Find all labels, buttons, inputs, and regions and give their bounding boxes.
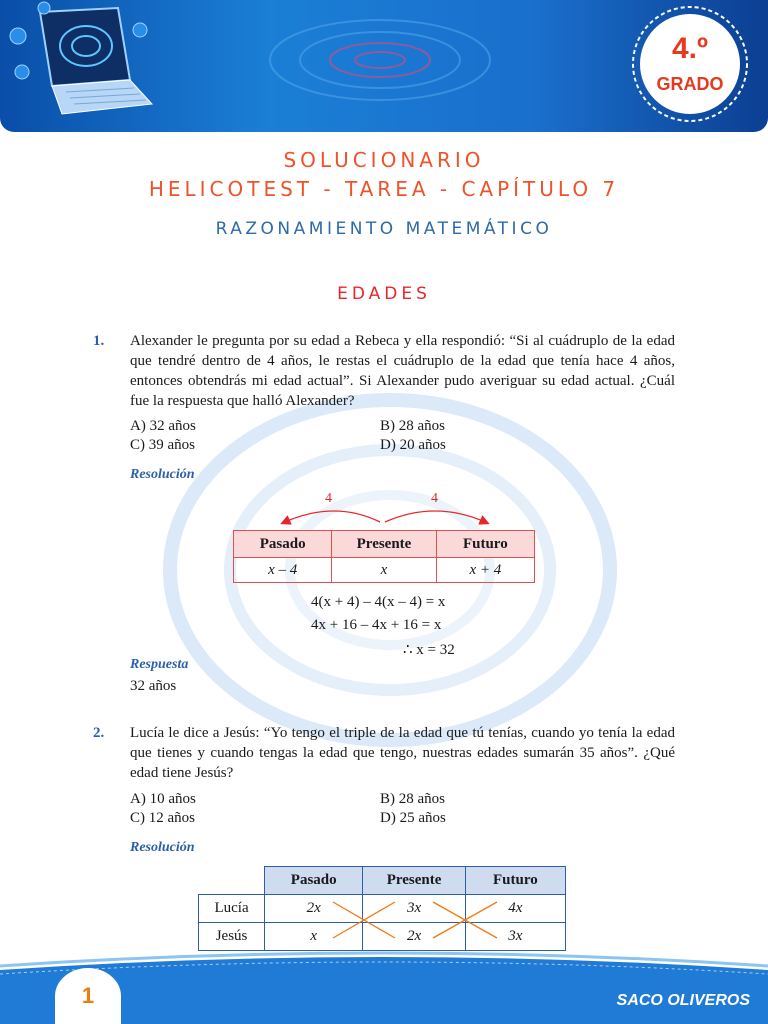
q2-option-a: A) 10 años — [130, 791, 196, 807]
q1-option-d: D) 20 años — [380, 437, 446, 453]
question-2-number: 2. — [93, 725, 105, 741]
q1-value-present: x — [332, 558, 436, 583]
q2-header-past: Pasado — [265, 867, 363, 895]
q1-value-past: x – 4 — [234, 558, 332, 583]
question-2-text: Lucía le dice a Jesús: “Yo tengo el triple de la edad que tú tenías, cuando yo tenía la edad que tienes y cuando tengas la edad que tengo, nuestras edades sumarán 35 años”. ¿Qué edad tiene Jesús? — [130, 725, 675, 781]
laptop-icon — [40, 8, 152, 114]
q1-arrow-right-label: 4 — [431, 491, 438, 506]
q1-answer: 32 años — [130, 678, 177, 694]
q2-lucia-future: 4x — [465, 895, 565, 923]
question-1-number: 1. — [93, 333, 105, 349]
q2-resolution-label: Resolución — [130, 840, 195, 855]
brand-logo: SACO OLIVEROS — [616, 992, 750, 1009]
q1-equation-1: 4(x + 4) – 4(x – 4) = x — [311, 594, 446, 610]
q1-option-a: A) 32 años — [130, 418, 196, 434]
q1-equation-2: 4x + 16 – 4x + 16 = x — [311, 617, 442, 633]
q1-arrows — [270, 500, 500, 530]
q2-lucia-present: 3x — [363, 895, 465, 923]
q2-option-b: B) 28 años — [380, 791, 445, 807]
q2-jesus-past: x — [265, 923, 363, 951]
q2-jesus-present: 2x — [363, 923, 465, 951]
q1-option-b: B) 28 años — [380, 418, 445, 434]
q2-row-lucia-label: Lucía — [199, 895, 265, 923]
q1-header-present: Presente — [332, 531, 436, 558]
q2-option-d: D) 25 años — [380, 810, 446, 826]
page-number: 1 — [55, 968, 121, 1024]
subject-title: RAZONAMIENTO MATEMÁTICO — [215, 219, 553, 239]
q1-value-future: x + 4 — [436, 558, 534, 583]
q1-option-c: C) 39 años — [130, 437, 195, 453]
q1-header-future: Futuro — [436, 531, 534, 558]
q2-row-jesus-label: Jesús — [199, 923, 265, 951]
q1-equation-3: ∴ x = 32 — [403, 642, 455, 658]
q1-resolution-label: Resolución — [130, 467, 195, 482]
topic-title: EDADES — [337, 284, 431, 304]
q1-answer-label: Respuesta — [130, 657, 189, 672]
q2-option-c: C) 12 años — [130, 810, 195, 826]
grade-number: 4.º — [672, 32, 708, 65]
q1-header-past: Pasado — [234, 531, 332, 558]
q1-arrow-left-label: 4 — [325, 491, 332, 506]
question-1-text: Alexander le pregunta por su edad a Rebeca y ella respondió: “Si al cuádruplo de la edad que tendré dentro de 4 años, le restas el cuádruplo de la edad que tenía hace 4 años, entonces obtendrás mi edad actual”. Si Alexander pudo averiguar su edad actual. ¿Cuál fue la respuesta que halló Alexander? — [130, 333, 675, 409]
q2-corner-cell — [199, 867, 265, 895]
q2-header-future: Futuro — [465, 867, 565, 895]
q2-lucia-past: 2x — [265, 895, 363, 923]
document-title: SOLUCIONARIO — [283, 148, 485, 172]
grade-badge — [626, 4, 754, 124]
grade-label: GRADO — [656, 74, 724, 94]
q1-age-table — [233, 530, 535, 583]
q2-jesus-future: 3x — [465, 923, 565, 951]
document-subtitle: HELICOTEST - TAREA - CAPÍTULO 7 — [148, 177, 620, 201]
header-banner — [0, 0, 768, 132]
q2-header-present: Presente — [363, 867, 465, 895]
q2-cross-lines — [265, 894, 565, 950]
